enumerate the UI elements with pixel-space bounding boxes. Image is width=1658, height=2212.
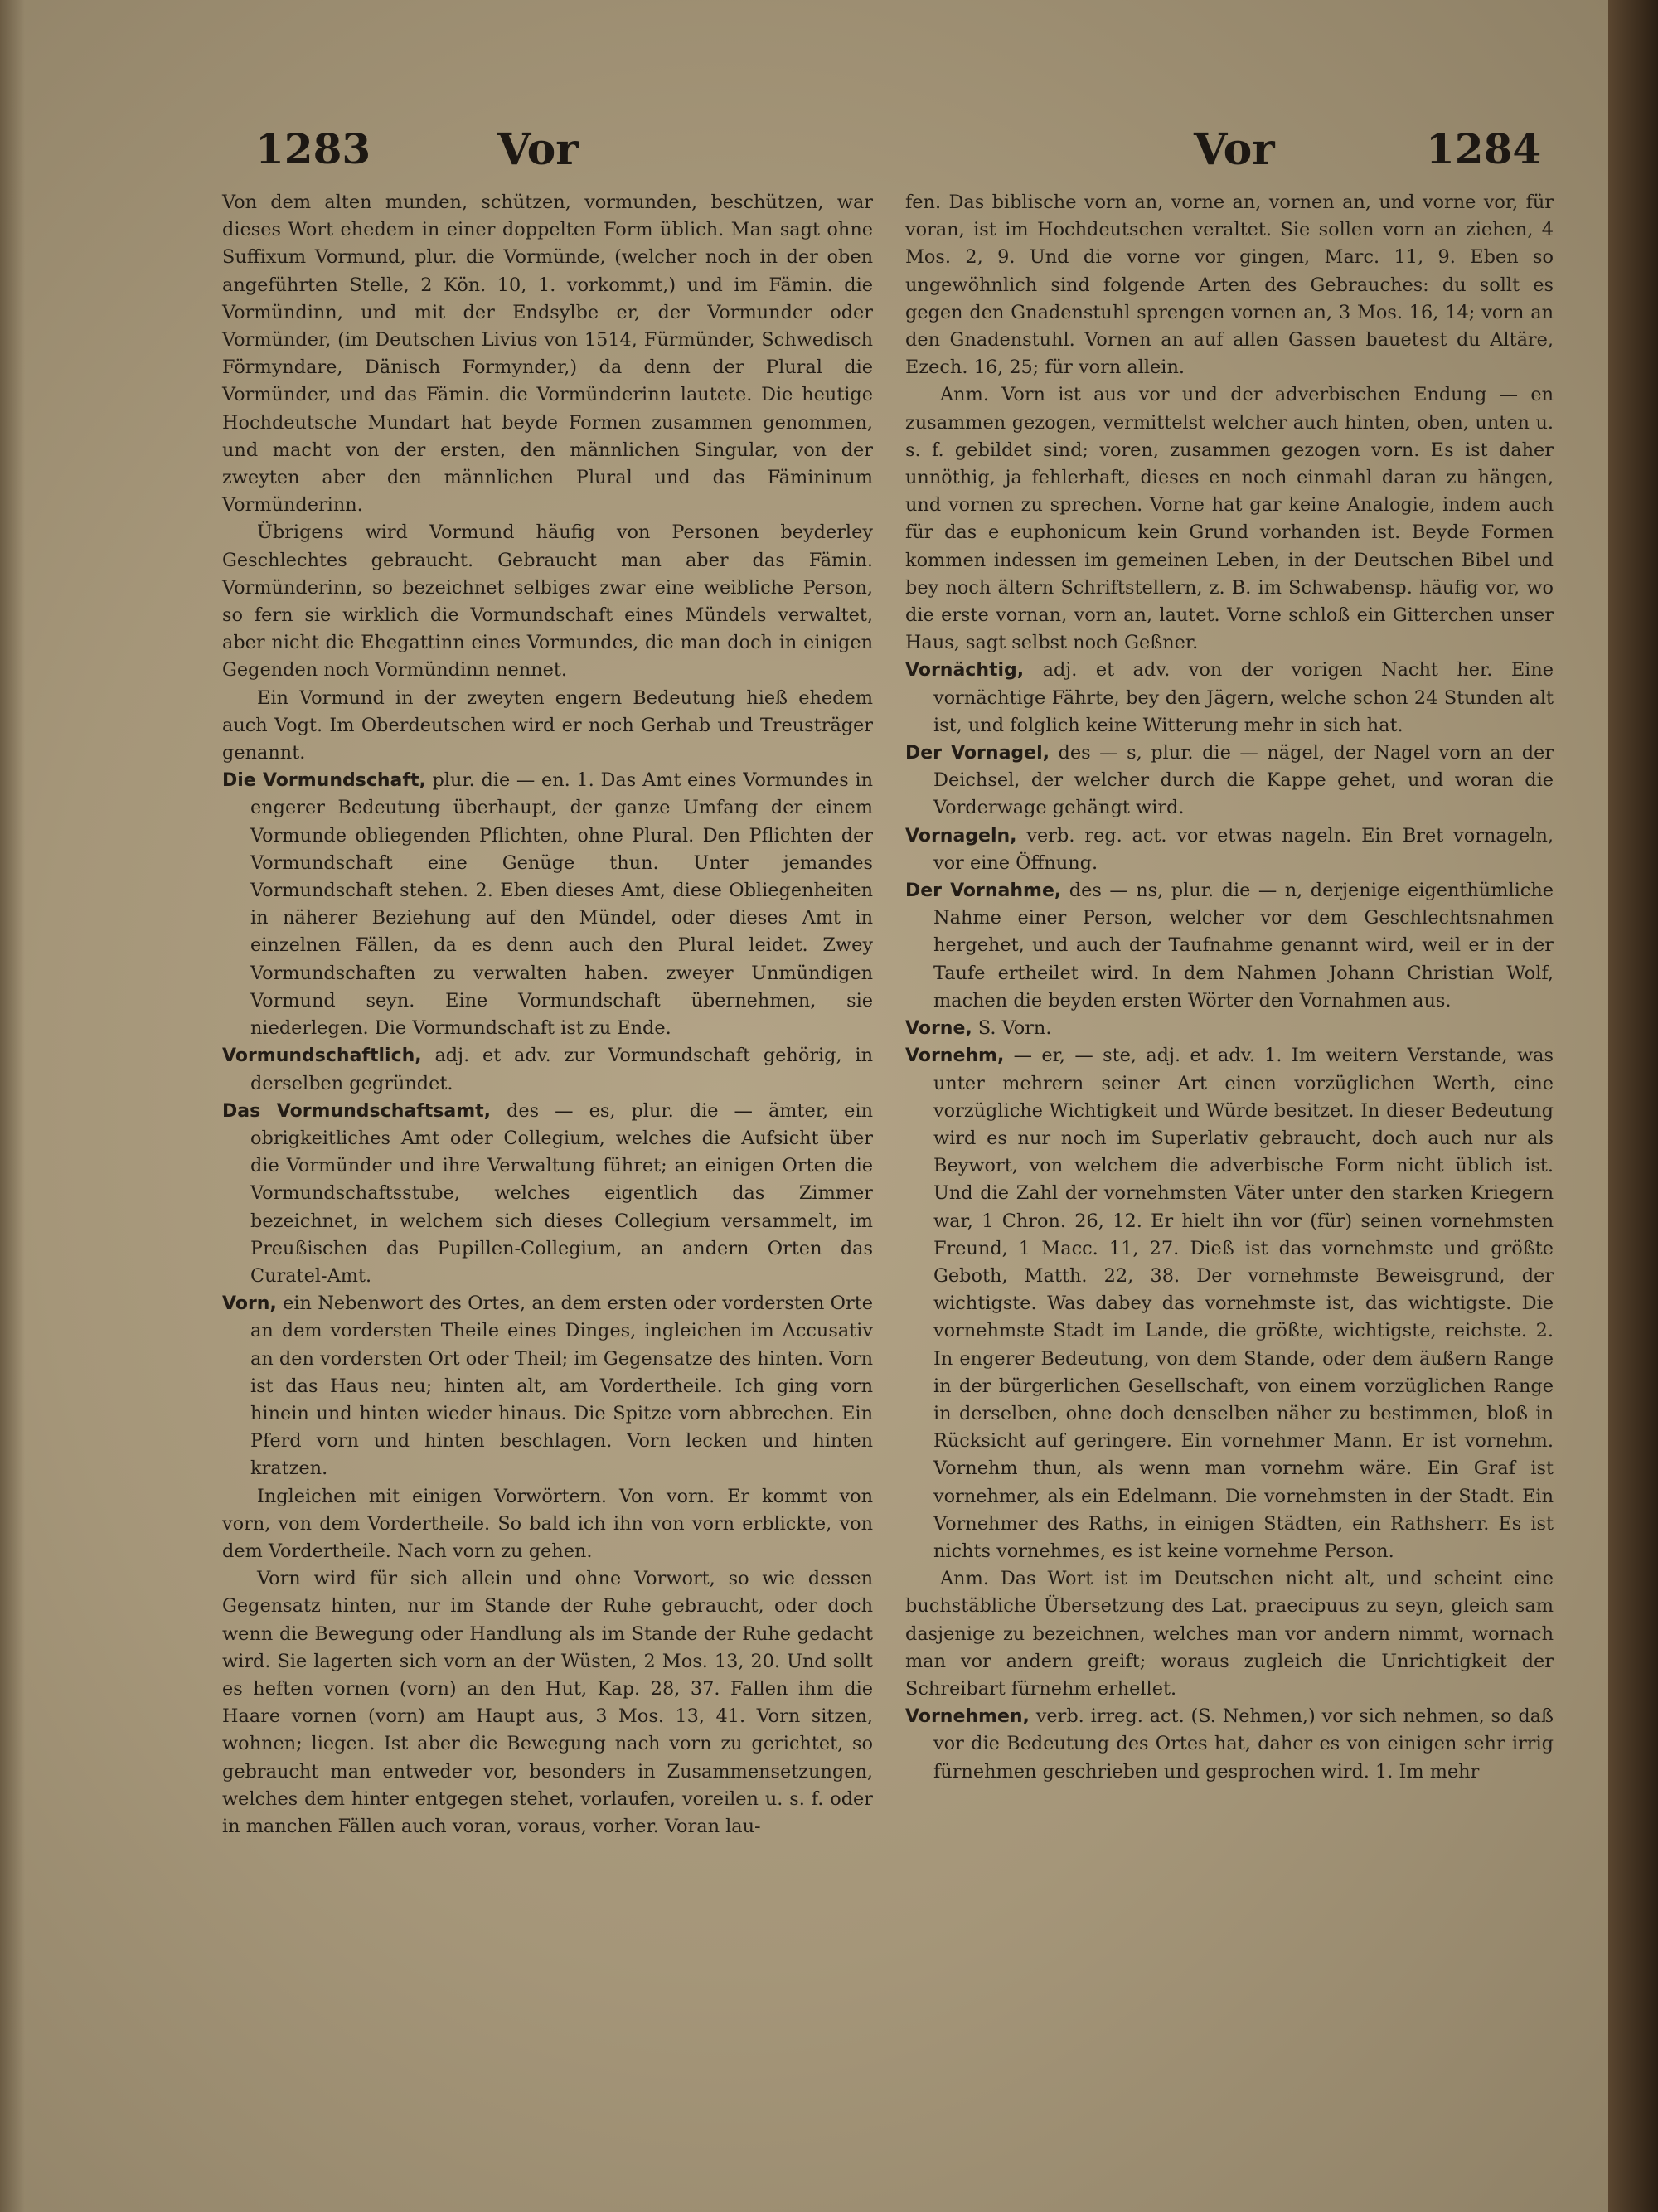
book-gutter <box>1608 0 1658 2212</box>
right-running-headword: Vor <box>1194 124 1275 175</box>
left-running-headword: Vor <box>497 124 579 175</box>
text-paragraph: Ein Vormund in der zweyten engern Bedeutung hieß ehedem auch Vogt. Im Oberdeutschen wird er noch Gerhab und Treusträger genannt. <box>222 686 873 764</box>
entry-lemma: Vorn, <box>222 1293 277 1315</box>
annotation-paragraph: Anm. Das Wort ist im Deutschen nicht alt, und scheint eine buchstäbliche Übersetzung des Lat. praecipuus zu seyn, gleich sam dasjenige zu bezeichnen, welches man vor andern nimmt, wornach man vor andern greift; woraus zugleich die Unrichtigkeit der Schreibart fürnehm erhellet. <box>905 1568 1554 1700</box>
right-text-column <box>905 189 1554 2162</box>
entry-lemma: Vorne, <box>905 1018 972 1040</box>
entry-lemma: Das Vormundschaftsamt, <box>222 1100 492 1122</box>
dictionary-entry <box>222 1098 873 1290</box>
entry-lemma: Der Vornagel, <box>905 743 1050 764</box>
dictionary-entry <box>222 1290 873 1482</box>
entry-lemma: Vormundschaftlich, <box>222 1045 422 1067</box>
text-paragraph: Übrigens wird Vormund häufig von Personen beyderley Geschlechtes gebraucht. Gebraucht man aber das Fämin. Vormünderinn, so bezeichnet selbiges zwar eine weibliche Person, so fern sie wirklich die Vormundschaft eines Mündels verwaltet, aber nicht die Ehegattinn eines Vormundes, die man doch in einigen Gegenden noch Vormündinn nennet. <box>222 521 873 682</box>
left-page-number: 1283 <box>255 124 371 173</box>
dictionary-entry <box>905 1015 1554 1042</box>
entry-body: verb. reg. act. vor etwas nageln. Ein Bret vornageln, vor eine Öffnung. <box>933 824 1554 874</box>
dictionary-entry <box>905 740 1554 822</box>
entry-lemma: Vornageln, <box>905 825 1017 846</box>
entry-body: des — s, plur. die — nägel, der Nagel vorn an der Deichsel, der welcher durch die Kappe gehet, und woran die Vorderwage gehängt wird. <box>933 742 1554 819</box>
left-text-column <box>222 189 873 2162</box>
entry-body: adj. et adv. zur Vormundschaft gehörig, in derselben gegründet. <box>250 1045 873 1094</box>
continued-paragraph: fen. Das biblische vorn an, vorne an, vornen an, und vorne vor, für voran, ist im Hochdeutschen veraltet. Sie sollen vorn an ziehen, 4 Mos. 2, 9. Und die vorne vor gingen, Marc. 11, 9. Eben so ungewöhnlich sind folgende Arten des Gebrauches: du sollt es gegen den Gnadenstuhl sprengen vornen an, 3 Mos. 16, 14; vorn an den Gnadenstuhl. Vornen an auf allen Gassen bauetest du Altäre, Ezech. 16, 25; für vorn allein. <box>905 192 1554 379</box>
dictionary-entry <box>222 1042 873 1097</box>
right-page-number: 1284 <box>1426 124 1542 173</box>
entry-lemma: Vornehm, <box>905 1045 1005 1067</box>
entry-body: plur. die — en. 1. Das Amt eines Vormundes in engerer Bedeutung überhaupt, der ganze Umfang der einem Vormunde obliegenden Pflichten, ohne Plural. Den Pflichten der Vormundschaft eine Genüge thun. Unter jemandes Vormundschaft stehen. 2. Eben dieses Amt, diese Obliegenheiten in näherer Beziehung auf den Mündel, oder dieses Amt in einzelnen Fällen, da es denn auch den Plural leidet. Zwey Vormundschaften zu verwalten haben. zweyer Unmündigen Vormund seyn. Eine Vormundschaft übernehmen, sie niederlegen. Die Vormundschaft ist zu Ende. <box>250 769 873 1040</box>
dictionary-entry <box>905 657 1554 740</box>
annotation-paragraph: Anm. Vorn ist aus vor und der adverbischen Endung — en zusammen gezogen, vermittelst welcher auch hinten, oben, unten u. s. f. gebildet sind; voren, zusammen gezogen vorn. Es ist daher unnöthig, ja fehlerhaft, dieses en noch einmahl daran zu hängen, und vornen zu sprechen. Vorne hat gar keine Analogie, indem auch für das e euphonicum kein Grund vorhanden ist. Beyde Formen kommen indessen im gemeinen Leben, in der Deutschen Bibel und bey noch ältern Schriftstellern, z. B. im Schwabensp. häufig vor, wo die erste vornan, vorn an, lautet. Vorne schloß ein Gitterchen unser Haus, sagt selbst noch Geßner. <box>905 384 1554 654</box>
text-paragraph: Vorn wird für sich allein und ohne Vorwort, so wie dessen Gegensatz hinten, nur im Stande der Ruhe gebraucht, oder doch wenn die Bewegung oder Handlung als im Stande der Ruhe gedacht wird. Sie lagerten sich vorn an der Wüsten, 2 Mos. 13, 20. Und sollt es heften vornen (vorn) an den Hut, Kap. 28, 37. Fallen ihm die Haare vornen (vorn) am Haupt aus, 3 Mos. 13, 41. Vorn sitzen, wohnen; liegen. Ist aber die Bewegung nach vorn zu gerichtet, so gebraucht man entweder vor, besonders in Zusammensetzungen, welches dem hinter entgegen stehet, vorlaufen, voreilen u. s. f. oder in manchen Fällen auch voran, voraus, vorher. Voran lau- <box>222 1568 873 1837</box>
text-paragraph: Ingleichen mit einigen Vorwörtern. Von vorn. Er kommt von vorn, von dem Vordertheile. So bald ich ihn von vorn erblickte, von dem Vordertheile. Nach vorn zu gehen. <box>222 1485 873 1562</box>
entry-body: — er, — ste, adj. et adv. 1. Im weitern Verstande, was unter mehrern seiner Art einen vorzüglichen Werth, eine vorzügliche Wichtigkeit und Würde besitzet. In dieser Bedeutung wird es nur noch im Superlativ gebraucht, doch auch nur als Beywort, von welchem die adverbische Form nicht üblich ist. Und die Zahl der vornehmsten Väter unter den starken Kriegern war, 1 Chron. 26, 12. Er hielt ihn vor (für) seinen vornehmsten Freund, 1 Macc. 11, 27. Dieß ist das vornehmste und größte Geboth, Matth. 22, 38. Der vornehmste Beweisgrund, der wichtigste. Was dabey das vornehmste ist, das wichtigste. Die vornehmste Stadt im Lande, die größte, wichtigste, reichste. 2. In engerer Bedeutung, von dem Stande, oder dem äußern Range in der bürgerlichen Gesellschaft, von einem vorzüglichen Range in derselben, ohne doch denselben näher zu bestimmen, bloß in Rücksicht auf geringere. Ein vornehmer Mann. Er ist vornehm. Vornehm thun, als wenn man vornehm wäre. Ein Graf ist vornehmer, als ein Edelmann. Die vornehmsten in der Stadt. Ein Vornehmer des Raths, in einigen Städten, ein Rathsherr. Es ist nichts vornehmes, es ist keine vornehme Person. <box>933 1045 1554 1562</box>
dictionary-entry <box>905 877 1554 1015</box>
entry-body: adj. et adv. von der vorigen Nacht her. Eine vornächtige Fährte, bey den Jägern, welche schon 24 Stunden alt ist, und folglich keine Witterung mehr in sich hat. <box>933 659 1554 736</box>
page-edge-shadow <box>0 0 25 2212</box>
entry-lemma: Die Vormundschaft, <box>222 770 426 792</box>
entry-body: verb. irreg. act. (S. Nehmen,) vor sich nehmen, so daß vor die Bedeutung des Ortes hat, daher es von einigen sehr irrig fürnehmen geschrieben und gesprochen wird. 1. Im mehr <box>933 1705 1554 1783</box>
entry-lemma: Vornehmen, <box>905 1706 1030 1728</box>
entry-body: ein Nebenwort des Ortes, an dem ersten oder vordersten Orte an dem vordersten Theile eines Dinges, ingleichen im Accusativ an den vordersten Ort oder Theil; im Gegensatze des hinten. Vorn ist das Haus neu; hinten alt, am Vordertheile. Ich ging vorn hinein und hinten wieder hinaus. Die Spitze vorn abbrechen. Ein Pferd vorn und hinten beschlagen. Vorn lecken und hinten kratzen. <box>250 1293 873 1480</box>
entry-body: S. Vorn. <box>972 1017 1052 1040</box>
dictionary-entry <box>222 767 873 1042</box>
entry-body: des — ns, plur. die — n, derjenige eigenthümliche Nahme einer Person, welcher vor dem Geschlechtsnahmen hergehet, und auch der Taufnahme genannt wird, weil er in der Taufe ertheilet wird. In dem Nahmen Johann Christian Wolf, machen die beyden ersten Wörter den Vornahmen aus. <box>933 880 1554 1011</box>
dictionary-entry <box>905 1703 1554 1786</box>
continued-paragraph: Von dem alten munden, schützen, vormunden, beschützen, war dieses Wort ehedem in einer doppelten Form üblich. Man sagt ohne Suffixum Vormund, plur. die Vormünde, (welcher noch in der oben angeführten Stelle, 2 Kön. 10, 1. vorkommt,) und im Fämin. die Vormündinn, und mit der Endsylbe er, der Vormunder oder Vormünder, (im Deutschen Livius von 1514, Fürmünder, Schwedisch Förmyndare, Dänisch Formynder,) da denn der Plural die Vormünder, und das Fämin. die Vormünderinn lautete. Die heutige Hochdeutsche Mundart hat beyde Formen zusammen genommen, und macht von der ersten, den männlichen Singular, von der zweyten aber den männlichen Plural und das Fämininum Vormünderinn. <box>222 192 873 517</box>
entry-body: des — es, plur. die — ämter, ein obrigkeitliches Amt oder Collegium, welches die Aufsicht über die Vormünder und ihre Verwaltung führet; an einigen Orten die Vormundschaftsstube, welches eigentlich das Zimmer bezeichnet, in welchem sich dieses Collegium versammelt, im Preußischen das Pupillen-Collegium, an andern Orten das Curatel-Amt. <box>250 1099 873 1287</box>
entry-lemma: Der Vornahme, <box>905 880 1062 902</box>
entry-lemma: Vornächtig, <box>905 660 1025 682</box>
dictionary-entry <box>905 1042 1554 1565</box>
dictionary-entry <box>905 822 1554 877</box>
